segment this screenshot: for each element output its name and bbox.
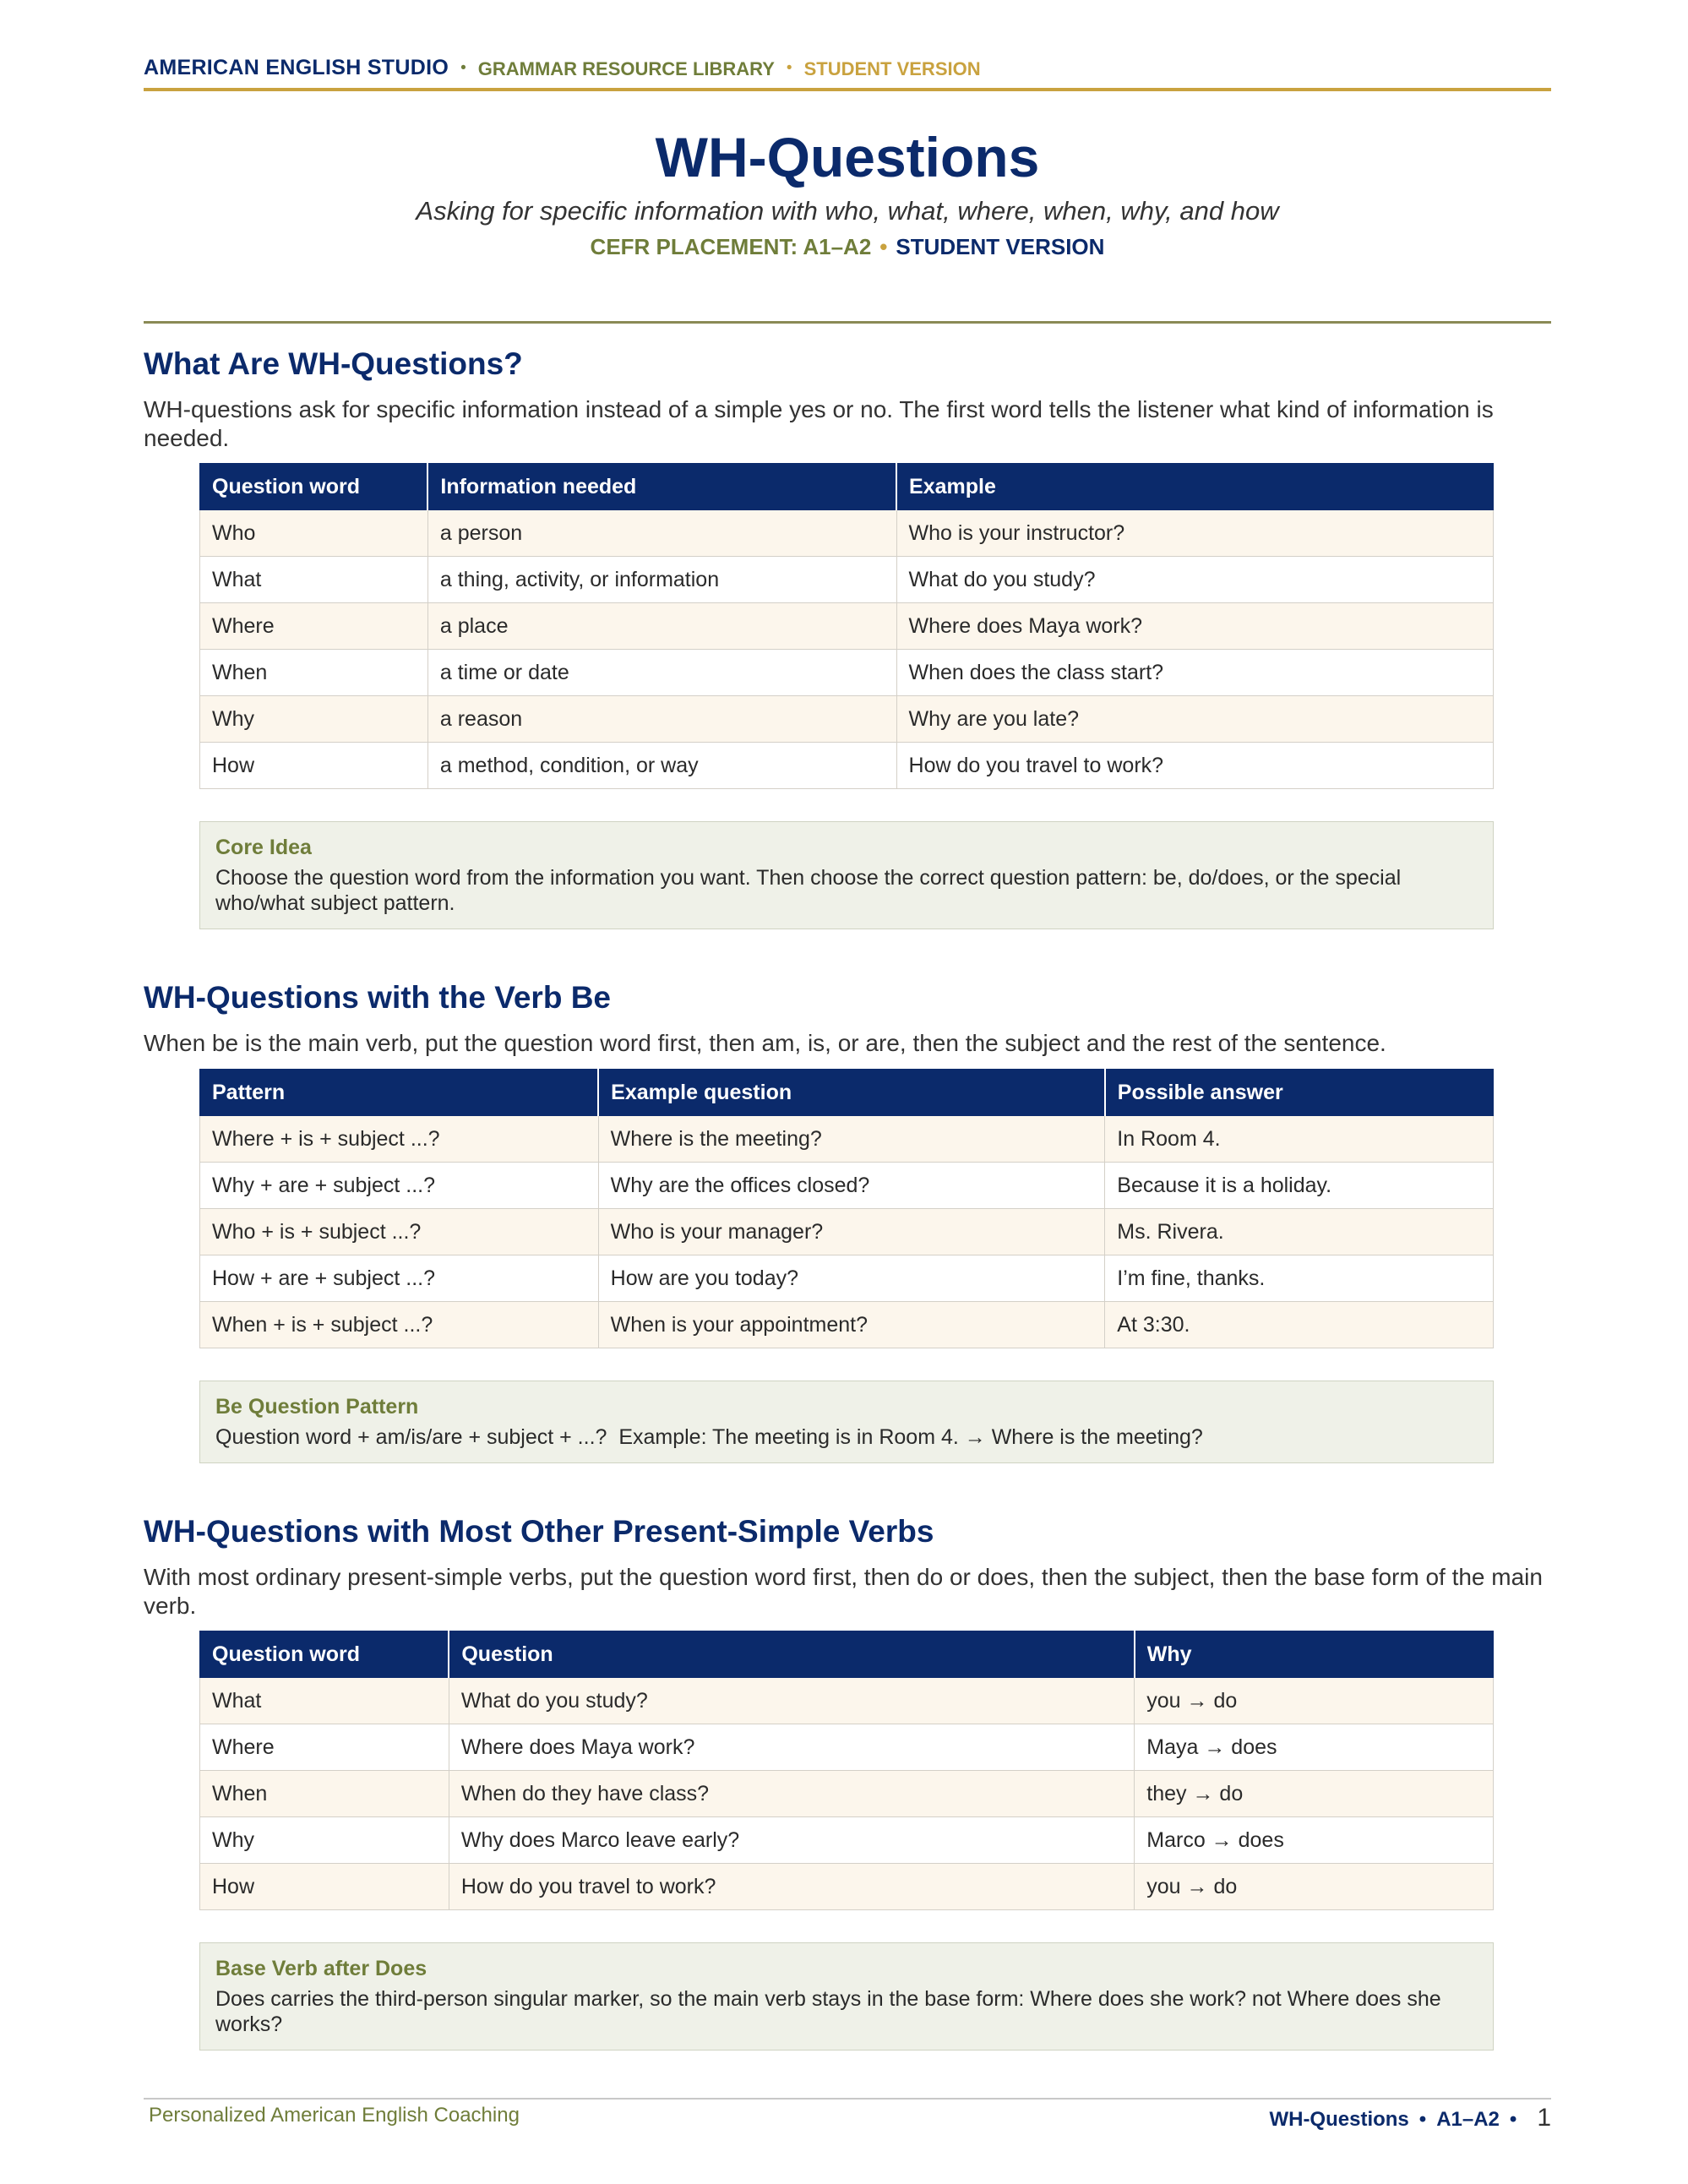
table-cell: you → do: [1135, 1864, 1494, 1910]
section-heading: WH-Questions with the Verb Be: [144, 980, 611, 1015]
callout-title: Be Question Pattern: [215, 1395, 419, 1419]
table-row: [200, 696, 1494, 743]
table-cell: What: [200, 1678, 449, 1724]
table-cell: a place: [427, 603, 896, 650]
column-header: Pattern: [200, 1070, 599, 1116]
header-version: STUDENT VERSION: [803, 58, 981, 79]
callout-title: Core Idea: [215, 836, 312, 859]
footer-tagline: Personalized American English Coaching: [149, 2104, 520, 2127]
placement-separator: •: [879, 234, 888, 259]
table-row: [200, 1209, 1494, 1255]
table-row: [200, 743, 1494, 789]
base-verb-callout: [199, 1942, 1494, 2051]
table-cell: How do you travel to work?: [896, 743, 1493, 789]
section-heading: What Are WH-Questions?: [144, 346, 523, 381]
table-cell: How are you today?: [598, 1255, 1105, 1302]
column-header: Information needed: [427, 464, 896, 510]
table-cell: In Room 4.: [1105, 1116, 1494, 1163]
column-header: Question word: [200, 1631, 449, 1678]
callout-body: Question word + am/is/are + subject + ...? Example: The meeting is in Room 4. → Where is the meeting?: [215, 1425, 1203, 1449]
footer-separator: •: [1509, 2108, 1517, 2131]
table-cell: When is your appointment?: [598, 1302, 1105, 1348]
callout-body: Choose the question word from the information you want. Then choose the correct question pattern: be, do/does, or the special who/what subject pattern.: [215, 866, 1402, 915]
title-divider: [144, 321, 1551, 324]
column-header: Question: [449, 1631, 1134, 1678]
table-cell: Why are you late?: [896, 696, 1493, 743]
table-cell: When do they have class?: [449, 1771, 1134, 1817]
page-number: 1: [1537, 2104, 1551, 2132]
running-header: [144, 56, 1551, 91]
table-cell: Why are the offices closed?: [598, 1163, 1105, 1209]
table-cell: What do you study?: [896, 557, 1493, 603]
column-header: Why: [1135, 1631, 1494, 1678]
column-header: Example question: [598, 1070, 1105, 1116]
table-cell: Why: [200, 696, 428, 743]
placement-line: [144, 234, 1551, 260]
table-cell: At 3:30.: [1105, 1302, 1494, 1348]
header-separator: •: [460, 59, 466, 77]
table-cell: Who is your manager?: [598, 1209, 1105, 1255]
table-cell: When does the class start?: [896, 650, 1493, 696]
table-cell: Maya → does: [1135, 1724, 1494, 1771]
table-cell: How do you travel to work?: [449, 1864, 1134, 1910]
table-cell: When: [200, 650, 428, 696]
table-cell: When: [200, 1771, 449, 1817]
page-title: WH-Questions: [655, 126, 1040, 188]
table-cell: When + is + subject ...?: [200, 1302, 599, 1348]
table-cell: Marco → does: [1135, 1817, 1494, 1864]
section-intro: When be is the main verb, put the question word first, then am, is, or are, then the subject and the rest of the sentence.: [144, 1030, 1386, 1056]
table-cell: Ms. Rivera.: [1105, 1209, 1494, 1255]
table-header-row: [200, 1631, 1494, 1678]
table-row: [200, 510, 1494, 557]
table-row: [200, 1724, 1494, 1771]
table-cell: Why: [200, 1817, 449, 1864]
table-row: [200, 1116, 1494, 1163]
column-header: Possible answer: [1105, 1070, 1494, 1116]
placement-level: CEFR PLACEMENT: A1–A2: [590, 234, 872, 259]
table-row: [200, 1255, 1494, 1302]
table-row: [200, 1817, 1494, 1864]
table-cell: Where: [200, 603, 428, 650]
table-cell: a reason: [427, 696, 896, 743]
table-cell: I’m fine, thanks.: [1105, 1255, 1494, 1302]
footer-page-info: [1269, 2104, 1551, 2132]
column-header: Question word: [200, 464, 428, 510]
table-cell: Why does Marco leave early?: [449, 1817, 1134, 1864]
header-brand: AMERICAN ENGLISH STUDIO: [144, 56, 449, 79]
table-cell: Who + is + subject ...?: [200, 1209, 599, 1255]
table-row: [200, 603, 1494, 650]
placement-version: STUDENT VERSION: [896, 234, 1105, 259]
table-row: [200, 650, 1494, 696]
table-cell: What: [200, 557, 428, 603]
table-cell: they → do: [1135, 1771, 1494, 1817]
footer-level: A1–A2: [1436, 2108, 1500, 2131]
header-separator: •: [786, 59, 792, 77]
callout-title: Base Verb after Does: [215, 1957, 427, 1980]
footer-topic: WH-Questions: [1269, 2108, 1409, 2131]
table-row: [200, 1302, 1494, 1348]
be-questions-table: [199, 1069, 1494, 1348]
table-cell: Where is the meeting?: [598, 1116, 1105, 1163]
table-cell: Who is your instructor?: [896, 510, 1493, 557]
present-simple-table: [199, 1631, 1494, 1910]
table-cell: Who: [200, 510, 428, 557]
table-cell: Where does Maya work?: [896, 603, 1493, 650]
section-heading: WH-Questions with Most Other Present-Simple Verbs: [144, 1514, 934, 1549]
table-row: [200, 1864, 1494, 1910]
table-cell: a time or date: [427, 650, 896, 696]
section-intro: With most ordinary present-simple verbs, put the question word first, then do or does, then the subject, then the base form of the main verb.: [144, 1564, 1543, 1619]
table-row: [200, 1771, 1494, 1817]
footer-separator: •: [1418, 2108, 1427, 2131]
table-cell: you → do: [1135, 1678, 1494, 1724]
column-header: Example: [896, 464, 1493, 510]
question-words-table: [199, 463, 1494, 789]
table-cell: How: [200, 743, 428, 789]
table-cell: How + are + subject ...?: [200, 1255, 599, 1302]
table-cell: What do you study?: [449, 1678, 1134, 1724]
core-idea-callout: [199, 821, 1494, 929]
table-row: [200, 1678, 1494, 1724]
page-subtitle: Asking for specific information with who, what, where, when, why, and how: [416, 196, 1279, 226]
be-pattern-callout: [199, 1381, 1494, 1463]
table-cell: a method, condition, or way: [427, 743, 896, 789]
table-row: [200, 557, 1494, 603]
table-cell: How: [200, 1864, 449, 1910]
callout-body: Does carries the third-person singular marker, so the main verb stays in the base form: Where does she work? not Where does she works?: [215, 1987, 1441, 2036]
header-library: GRAMMAR RESOURCE LIBRARY: [477, 58, 775, 79]
table-cell: Because it is a holiday.: [1105, 1163, 1494, 1209]
table-cell: Why + are + subject ...?: [200, 1163, 599, 1209]
table-cell: Where + is + subject ...?: [200, 1116, 599, 1163]
table-cell: a person: [427, 510, 896, 557]
table-cell: Where does Maya work?: [449, 1724, 1134, 1771]
table-cell: a thing, activity, or information: [427, 557, 896, 603]
table-row: [200, 1163, 1494, 1209]
section-intro: WH-questions ask for specific information instead of a simple yes or no. The first word tells the listener what kind of information is needed.: [144, 396, 1494, 451]
table-header-row: [200, 1070, 1494, 1116]
table-cell: Where: [200, 1724, 449, 1771]
footer-divider: [144, 2098, 1551, 2100]
table-header-row: [200, 464, 1494, 510]
